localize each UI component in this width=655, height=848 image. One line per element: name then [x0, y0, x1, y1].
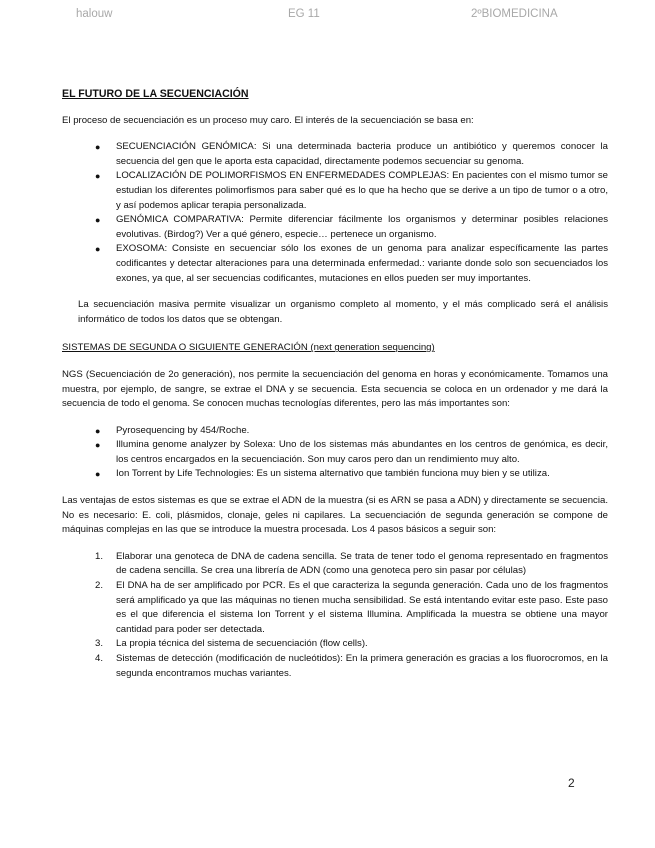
closing-paragraph: La secuenciación masiva permite visualizar un organismo completo al momento, y el más complicado será el análisis informático de todos los datos que se obtengan. — [78, 299, 608, 325]
bullet-icon: ● — [95, 171, 101, 182]
header-degree: 2ºBIOMEDICINA — [471, 8, 558, 20]
page-header — [0, 8, 655, 22]
list-item: 3. La propia técnica del sistema de secuenciación (flow cells). — [95, 638, 368, 650]
steps-list — [62, 550, 608, 681]
bullet-icon: ● — [95, 469, 101, 480]
advantages-paragraph: Las ventajas de estos sistemas es que se extrae el ADN de la muestra (si es ARN se pasa a ADN) y directamente se secuencia. No es necesario: E. coli, plásmidos, clonaje, geles ni capilares. La secuenciación de segunda generación se compone de máquinas complejas en las que se introduce la muestra procesada. Los 4 pasos básicos a seguir son: — [62, 495, 608, 536]
list-item: ● SECUENCIACIÓN GENÓMICA: Si una determinada bacteria produce un antibiótico y queremos conocer la secuencia del gen que le aporta esta capacidad, directamente podemos secuenciar su genoma. — [95, 141, 608, 167]
page-number: 2 — [568, 776, 575, 790]
list-item: ● Illumina genome analyzer by Solexa: Uno de los sistemas más abundantes en los centros de genómica, es decir, los centros encargados en la secuenciación. Son muy caros pero dan un rendimiento muy alto. — [95, 439, 608, 465]
interest-list — [62, 140, 608, 286]
list-item: 2. El DNA ha de ser amplificado por PCR. Es el que caracteriza la segunda generación. Cada uno de los fragmentos será amplificado ya que las máquinas no tienen mucha sensibilidad. Se está intentando evitar este paso. Este paso es el que diferencia el sistema Ion Torrent y el sistema Illumina. Amplificada la muestra se obtiene una mayor cantidad para poder ser detectada. — [95, 580, 608, 635]
section-intro: El proceso de secuenciación es un proceso muy caro. El interés de la secuenciación se basa en: — [62, 114, 474, 126]
bullet-icon: ● — [95, 142, 101, 153]
ngs-intro-paragraph: NGS (Secuenciación de 2o generación), nos permite la secuenciación del genoma en horas y económicamente. Tomamos una muestra, por ejemplo, de sangre, se extrae el DNA y se secuencia. Esta secuencia se coloca en un ordenador y me dará la secuencia de todo el genoma. Se conocen muchas tecnologías diferentes, pero las más importantes son: — [62, 368, 608, 410]
header-author: halouw — [76, 8, 113, 20]
section-title-future: EL FUTURO DE LA SECUENCIACIÓN — [62, 88, 249, 100]
list-item: 1. Elaborar una genoteca de DNA de cadena sencilla. Se trata de tener todo el genoma representado en fragmentos de cadena sencilla. Se crea una librería de ADN (como una genoteca pero sin pasar por células) — [95, 550, 608, 577]
list-item: ● LOCALIZACIÓN DE POLIMORFISMOS EN ENFERMEDADES COMPLEJAS: En pacientes con el mismo tumor se estudian los diferentes polimorfismos para saber qué es lo que ha hecho que se derive a un tipo de tumor o a otro, y así podemos aplicar terapia personalizada. — [95, 170, 608, 211]
bullet-icon: ● — [95, 244, 101, 255]
bullet-icon: ● — [95, 440, 101, 451]
list-item: ● Ion Torrent by Life Technologies: Es un sistema alternativo que también funciona muy bien y se utiliza. — [62, 467, 608, 482]
list-item: ● Pyrosequencing by 454/Roche. — [62, 424, 608, 439]
section-title-ngs: SISTEMAS DE SEGUNDA O SIGUIENTE GENERACIÓN (next generation sequencing) — [62, 342, 435, 354]
bullet-icon: ● — [95, 215, 101, 226]
list-item: ● EXOSOMA: Consiste en secuenciar sólo los exones de un genoma para analizar específicamente las partes codificantes y detectar alteraciones para una determinada enfermedad.: variante donde solo son secuenciados los exones, ya que, al ser secuencias codificantes, mutaciones en ellos pueden ser muy importantes. — [95, 243, 608, 284]
list-item: ● GENÓMICA COMPARATIVA: Permite diferenciar fácilmente los organismos y determinar posibles relaciones evolutivas. (Birdog?) Ver a qué género, especie… pertenece un organismo. — [95, 214, 608, 240]
document-body — [62, 87, 608, 681]
header-course-code: EG 11 — [288, 8, 320, 20]
technology-list — [62, 424, 608, 482]
list-item: 4. Sistemas de detección (modificación de nucleótidos): En la primera generación es gracias a los fluorocromos, en la segunda encontramos muchas variantes. — [95, 653, 608, 679]
bullet-icon: ● — [95, 425, 101, 436]
